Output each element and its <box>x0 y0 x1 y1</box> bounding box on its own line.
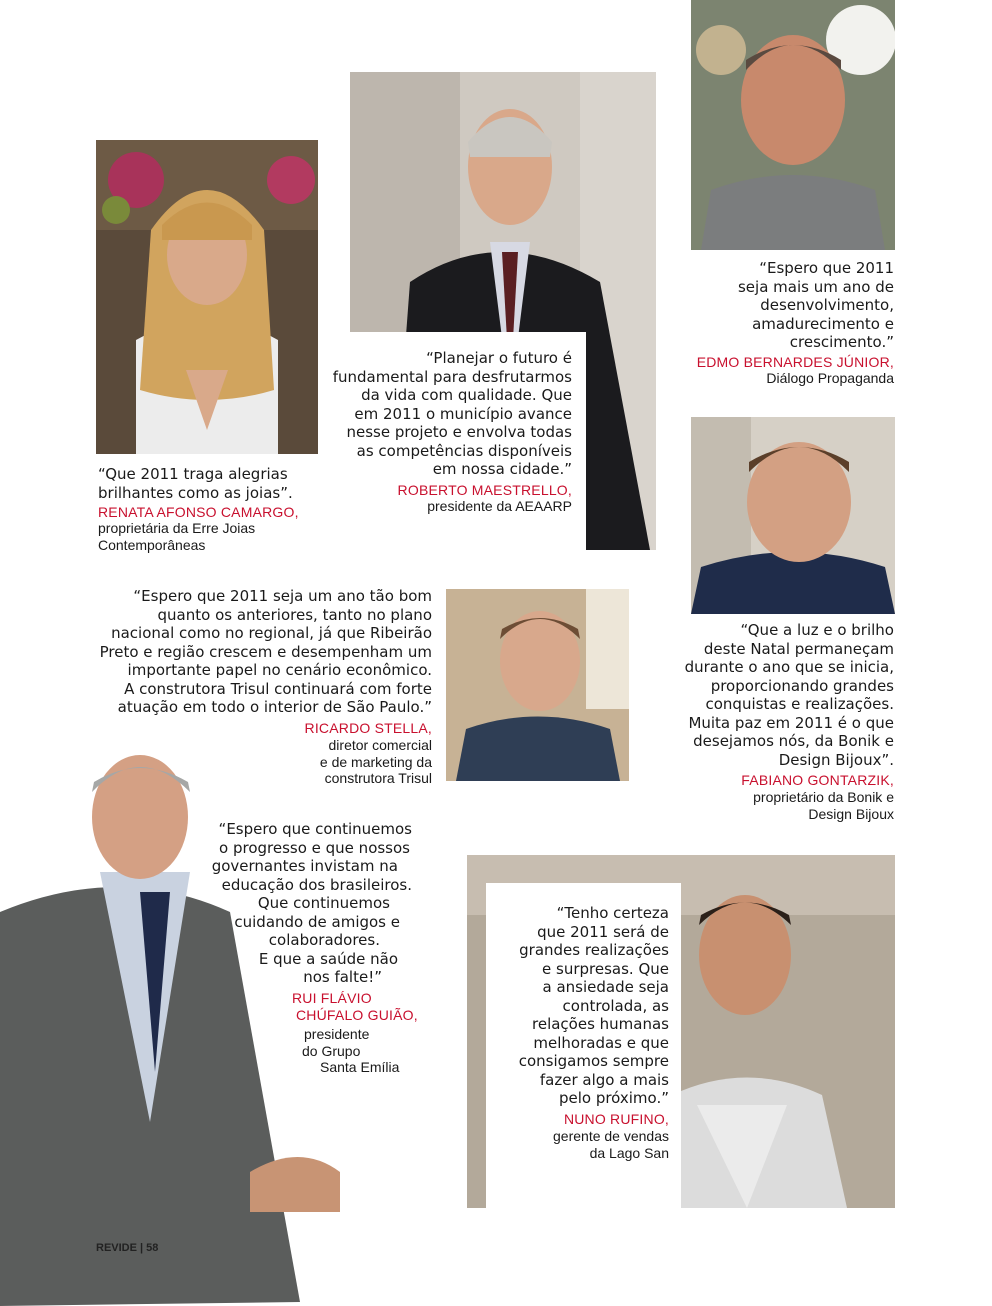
photo-renata-afonso-camargo <box>96 140 318 454</box>
quote-roberto <box>333 349 572 479</box>
name-line: RUI FLÁVIO <box>292 990 372 1006</box>
name-line: NUNO RUFINO, <box>563 1111 669 1127</box>
role-line: Design Bijoux <box>808 805 894 822</box>
quote-line: atuação em todo o interior de São Paulo.” <box>117 698 432 716</box>
quote-line: as competências disponíveis <box>356 441 572 460</box>
quote-line: deste Natal permaneçam <box>703 639 894 658</box>
quote-line: nacional como no regional, já que Ribeirão <box>111 624 432 642</box>
name-fabiano <box>741 772 894 789</box>
role-line: e de marketing da <box>319 753 432 770</box>
quote-line: controlada, as <box>562 996 669 1015</box>
role-roberto <box>427 498 572 515</box>
quote-line: A construtora Trisul continuará com forte <box>124 679 432 698</box>
name-roberto <box>398 482 572 499</box>
quote-line: quanto os anteriores, tanto no plano <box>157 605 432 624</box>
role-line: proprietária da Erre Joias <box>98 520 256 536</box>
quote-line: “Espero que 2011 <box>759 259 894 277</box>
quote-line: fazer algo a mais <box>539 1070 669 1089</box>
quote-line: nesse projeto e envolva todas <box>346 423 572 441</box>
name-line: EDMO BERNARDES JÚNIOR, <box>696 354 894 370</box>
quote-line: desejamos nós, da Bonik e <box>693 732 894 750</box>
role-line: Diálogo Propaganda <box>766 370 894 386</box>
quote-line: importante papel no cenário econômico. <box>127 661 432 679</box>
name-line: RENATA AFONSO CAMARGO, <box>98 504 299 520</box>
quote-line: “Espero que 2011 seja um ano tão bom <box>133 587 432 605</box>
quote-line: “Planejar o futuro é <box>426 349 572 367</box>
quote-line: educação dos brasileiros. <box>221 875 412 894</box>
quote-line: E que a saúde não <box>258 949 398 968</box>
quote-line: seja mais um ano de <box>737 277 894 296</box>
quote-fabiano <box>685 621 894 769</box>
role-line: construtora Trisul <box>324 770 432 786</box>
name-line: FABIANO GONTARZIK, <box>741 772 894 788</box>
role-fabiano <box>753 789 894 822</box>
quote-line: e surpresas. Que <box>542 959 669 978</box>
role-line: do Grupo <box>302 1042 361 1059</box>
quote-line: amadurecimento e <box>752 314 894 333</box>
quote-line: “Que 2011 traga alegrias <box>98 465 288 483</box>
quote-line: Muita paz em 2011 é o que <box>688 713 894 732</box>
quote-line: “Tenho certeza <box>556 904 669 922</box>
quote-line: desenvolvimento, <box>760 296 894 314</box>
quote-line: crescimento.” <box>789 333 894 351</box>
quote-line: o progresso e que nossos <box>219 838 410 857</box>
quote-line: Que continuemos <box>257 894 390 912</box>
quote-line: “Espero que continuemos <box>218 820 412 838</box>
role-rui <box>302 1026 399 1076</box>
quote-line: brilhantes como as joias”. <box>98 483 293 502</box>
photo-ricardo-stella <box>446 589 629 781</box>
role-line: Contemporâneas <box>98 536 206 553</box>
quote-line: governantes invistam na <box>211 857 398 875</box>
quote-line: relações humanas <box>532 1015 669 1033</box>
quote-line: a ansiedade seja <box>542 978 669 996</box>
quote-line: colaboradores. <box>268 931 380 949</box>
page-footer: REVIDE | 58 <box>96 1242 159 1254</box>
quote-line: Preto e região crescem e desempenham um <box>99 642 432 661</box>
quote-line: cuidando de amigos e <box>234 912 400 931</box>
quote-ricardo <box>100 587 432 717</box>
quote-line: nos falte!” <box>303 968 382 986</box>
role-renata <box>98 520 255 553</box>
name-rui <box>292 990 418 1024</box>
quote-line: durante o ano que se inicia, <box>684 658 894 676</box>
role-line: gerente de vendas <box>553 1128 669 1144</box>
quote-nuno <box>519 904 669 1108</box>
quote-line: pelo próximo.” <box>558 1089 669 1107</box>
quote-renata <box>98 465 293 502</box>
role-line: presidente <box>304 1026 370 1042</box>
role-nuno <box>553 1128 669 1161</box>
quote-line: “Que a luz e o brilho <box>740 621 894 639</box>
quote-line: em nossa cidade.” <box>432 460 572 478</box>
name-ricardo <box>305 720 432 737</box>
role-line: Santa Emília <box>320 1059 400 1075</box>
name-line: CHÚFALO GUIÃO, <box>296 1007 418 1023</box>
name-renata <box>98 504 299 521</box>
quote-line: Design Bijoux”. <box>778 750 894 769</box>
photo-edmo-bernardes-junior <box>691 0 895 250</box>
quote-line: grandes realizações <box>519 941 669 959</box>
quote-line: melhoradas e que <box>533 1033 669 1052</box>
role-line: proprietário da Bonik e <box>753 789 894 805</box>
name-edmo <box>697 354 894 371</box>
quote-line: proporcionando grandes <box>710 676 894 695</box>
role-line: diretor comercial <box>328 737 432 753</box>
name-line: ROBERTO MAESTRELLO, <box>397 482 572 498</box>
role-line: presidente da AEAARP <box>427 498 572 514</box>
quote-line: conquistas e realizações. <box>705 695 894 713</box>
name-line: RICARDO STELLA, <box>304 720 432 736</box>
role-line: da Lago San <box>589 1144 669 1161</box>
quote-line: da vida com qualidade. Que <box>361 386 572 404</box>
quote-line: que 2011 será de <box>537 922 669 941</box>
quote-line: consigamos sempre <box>518 1052 669 1070</box>
role-ricardo <box>320 737 432 787</box>
quote-edmo <box>738 259 894 352</box>
quote-rui <box>212 820 412 987</box>
quote-line: fundamental para desfrutarmos <box>332 367 572 386</box>
name-nuno <box>564 1111 669 1128</box>
quote-line: em 2011 o município avance <box>354 404 572 423</box>
role-edmo <box>766 370 894 387</box>
photo-fabiano-gontarzik <box>691 417 895 614</box>
